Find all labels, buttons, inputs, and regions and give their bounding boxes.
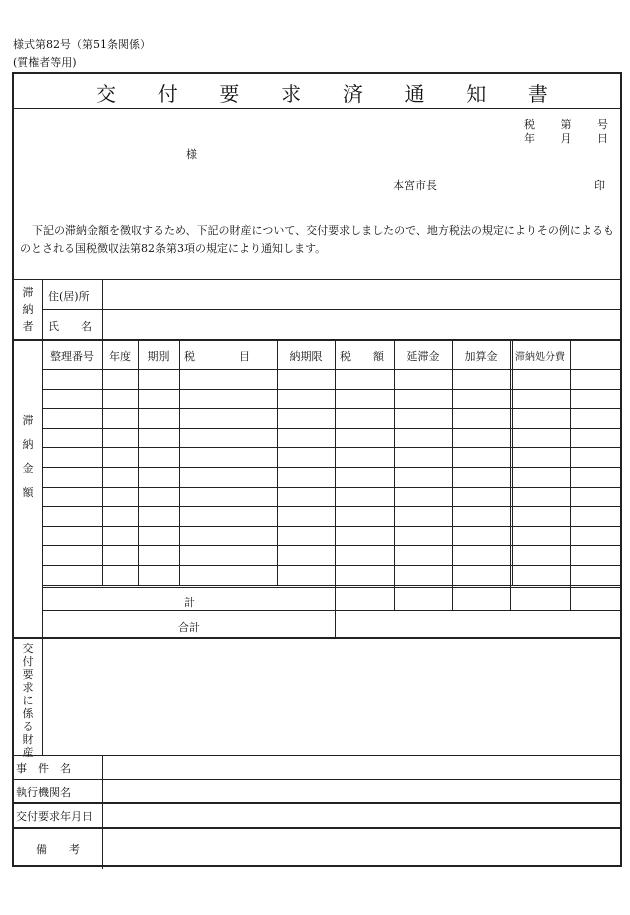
enforcement-agency-label: 執行機関名 [16,786,71,799]
total-label: 合計 [178,621,200,634]
table-row-line [42,428,620,429]
title-divider [14,108,620,109]
title-char: 要 [219,82,240,106]
title-char: 済 [342,82,363,106]
table-row-line [42,506,620,507]
column-header: 税 額 [340,350,384,363]
issuer: 本宮市長 [393,179,437,192]
table-row-line [42,526,620,527]
title-char: 通 [404,82,425,106]
doc-date: 年 月 日 [524,132,608,145]
notice-body-text: 下記の滞納金額を徴収するため、下記の財産について、交付要求しましたので、地方税法の規定によりその例によるものとされる国税徴収法第82条第3項の規定により通知します。 [20,224,614,255]
form-usage: (質権者等用) [13,56,77,69]
column-header: 年度 [109,350,131,363]
column-header: 延滞金 [406,350,440,363]
divider [102,755,103,869]
grid-line [510,585,511,610]
request-date-label: 交付要求年月日 [16,810,93,823]
column-header: 税 目 [184,350,250,363]
grid-line [42,587,620,588]
grid-line [42,585,620,586]
grid-line [42,610,620,611]
notice-form [12,72,622,867]
grid-line [179,339,180,585]
title-char: 書 [527,82,548,106]
divider [14,339,620,341]
remarks-label: 備 考 [36,843,80,856]
taxpayer-section-label: 滞納者 [22,286,34,333]
divider [42,309,620,310]
subtotal-label: 計 [184,596,195,609]
table-row-line [42,447,620,448]
column-header: 加算金 [464,350,498,363]
divider [14,637,620,639]
divider [14,279,620,280]
grid-line [138,339,139,585]
grid-line [512,339,513,585]
case-name-label: 事 件 名 [16,762,71,775]
name-label: 氏 名 [48,320,92,333]
table-row-line [42,408,620,409]
divider [14,779,620,780]
grid-line [335,610,336,637]
addressee-suffix: 様 [186,148,197,161]
grid-line [570,339,571,585]
grid-line [102,339,103,585]
property-label: 交付要求に係る財産 [22,642,34,759]
column-header: 期別 [147,350,170,363]
table-row-line [42,467,620,468]
grid-line [394,339,395,585]
grid-line [452,339,453,585]
grid-line [394,585,395,610]
divider [42,339,43,637]
title-char: 交 [96,82,116,106]
doc-number: 税 第 号 [524,118,608,131]
table-row-line [42,565,620,566]
amount-section-label: 滞納金額 [22,414,34,499]
column-header: 納期限 [289,350,323,363]
grid-line [335,585,336,610]
table-row-line [42,545,620,546]
title-char: 求 [281,82,302,106]
column-header: 整理番号 [50,350,94,363]
grid-line [42,369,620,370]
form-number: 様式第82号（第51条関係） [13,38,151,51]
document-title [14,78,620,107]
grid-line [510,339,511,585]
grid-line [277,339,278,585]
title-char: 知 [466,82,487,106]
table-row-line [42,389,620,390]
seal-mark: 印 [594,179,605,192]
table-row-line [42,487,620,488]
divider [42,637,43,755]
grid-line [452,585,453,610]
title-char: 付 [157,82,178,106]
column-header: 滞納処分費 [515,352,565,363]
grid-line [570,585,571,610]
grid-line [335,339,336,585]
divider [14,802,620,804]
divider [14,827,620,829]
address-label: 住(居)所 [48,290,90,303]
divider [14,755,620,756]
